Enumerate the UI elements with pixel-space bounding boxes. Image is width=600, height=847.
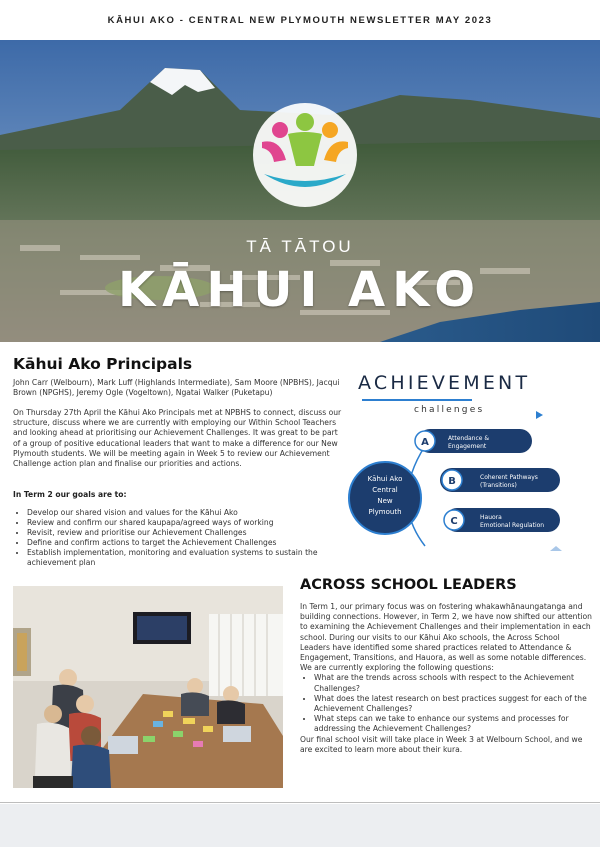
across-school-leaders-heading: ACROSS SCHOOL LEADERS [300, 577, 517, 593]
achievement-diagram [330, 406, 600, 566]
hero-subtitle: TĀ TĀTOU [246, 237, 354, 256]
center-line-2: Central [372, 486, 398, 494]
asl-question: • What are the trends across schools with respect to the Achievement Challenges? [314, 673, 592, 693]
item-c-line-2: Emotional Regulation [480, 522, 545, 529]
principals-paragraph: On Thursday 27th April the Kāhui Ako Principals met at NPBHS to connect, discuss our structure, discuss where we are currently with employing our Within School Teachers and looking ahead at prioritising our Achievement Challenges. It was great to be part of a group of positive educational leaders that want to make a difference for our New Plymouth students. We will be meeting again in Week 5 to review our Achievement Challenge action plan and finalise our priorities and actions. [13, 408, 342, 469]
triangle-icon [550, 546, 562, 551]
meeting-photo [13, 586, 283, 788]
speaker-icon [536, 411, 543, 419]
item-a-line-1: Attendance & [448, 435, 490, 442]
asl-questions [300, 673, 592, 734]
item-c-line-1: Hauora [480, 514, 502, 521]
item-a-line-2: Engagement [448, 443, 487, 450]
center-line-4: Plymouth [368, 508, 402, 516]
asl-question: • What does the latest research on best practices suggest for each of the Achievement Challenges? [314, 694, 592, 714]
principals-names: John Carr (Welbourn), Mark Luff (Highlands Intermediate), Sam Moore (NPBHS), Jacqui Brown (NPGHS), Jeremy Ogle (Vogeltown), Ngatai Walker (Puketapu) [13, 378, 340, 397]
achievement-underline [362, 399, 472, 401]
achievement-subtitle: challenges [414, 405, 485, 415]
hero-banner [0, 40, 600, 342]
goal-item: • Revisit, review and prioritise our Achievement Challenges [27, 528, 357, 538]
letter-b: B [448, 476, 456, 487]
item-b-line-2: (Transitions) [480, 482, 517, 489]
header-bar [0, 0, 600, 40]
footer-divider [0, 802, 600, 803]
goal-item: • Establish implementation, monitoring and evaluation systems to sustain the achievement plan [27, 548, 357, 568]
newsletter-title-line: KĀHUI AKO - CENTRAL NEW PLYMOUTH NEWSLETTER MAY 2023 [107, 15, 493, 26]
letter-a: A [421, 437, 429, 448]
achievement-title: ACHIEVEMENT [358, 372, 531, 394]
across-school-leaders-body [300, 602, 592, 755]
asl-question: • What steps can we take to enhance our systems and processes for addressing the Achievement Challenges? [314, 714, 592, 734]
asl-lead-in: We are currently exploring the following questions: [300, 663, 494, 673]
principals-heading: Kāhui Ako Principals [13, 355, 193, 373]
asl-closing: Our final school visit will take place in Week 3 at Welbourn School, and we are excited to learn more about their kura. [300, 734, 583, 754]
kahui-ako-logo-icon [240, 100, 370, 210]
goal-item: • Develop our shared vision and values for the Kāhui Ako [27, 508, 357, 518]
item-b-line-1: Coherent Pathways [480, 474, 538, 481]
goals-heading: In Term 2 our goals are to: [13, 490, 127, 499]
letter-c: C [450, 516, 458, 527]
center-line-1: Kāhui Ako [367, 475, 403, 483]
goals-list [13, 508, 357, 568]
goal-item: • Review and confirm our shared kaupapa/agreed ways of working [27, 518, 357, 528]
center-line-3: New [377, 497, 393, 505]
goal-item: • Define and confirm actions to target the Achievement Challenges [27, 538, 357, 548]
asl-intro: In Term 1, our primary focus was on fostering whakawhānaungatanga and building connections. However, in Term 2, we have now shifted our attention to examining the Achievement Challenges and their implementation in each school. During our visits to our Kāhui Ako schools, the Across School Leaders have identified some shared practices related to Attendance & Engagement, Transitions, and Hauora, as well as some notable differences. [300, 602, 592, 663]
hero-title: KĀHUI AKO [117, 262, 483, 318]
